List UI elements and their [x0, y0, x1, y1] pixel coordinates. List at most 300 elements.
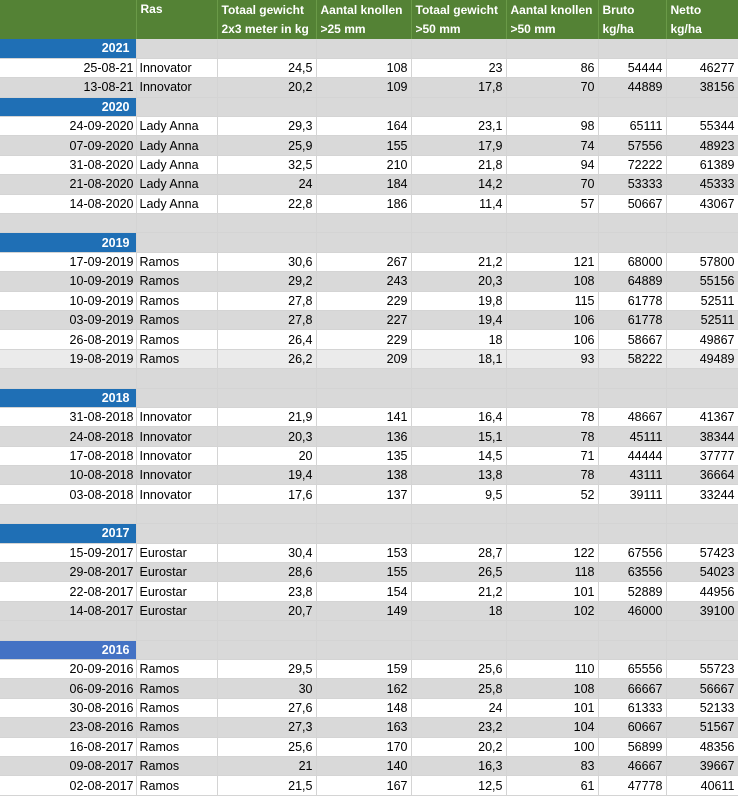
cell-date[interactable]: 26-08-2019 — [0, 330, 136, 349]
cell-date[interactable]: 25-08-21 — [0, 58, 136, 77]
cell-ras[interactable]: Lady Anna — [136, 136, 217, 155]
cell-total-weight[interactable]: 26,2 — [217, 349, 316, 368]
cell-count-50[interactable]: 106 — [506, 310, 598, 329]
cell-bruto[interactable]: 46667 — [598, 756, 666, 775]
cell-bruto[interactable]: 66667 — [598, 679, 666, 698]
cell-total-weight[interactable]: 29,2 — [217, 272, 316, 291]
cell-total-weight[interactable]: 17,6 — [217, 485, 316, 504]
cell-ras[interactable]: Ramos — [136, 679, 217, 698]
cell-total-weight[interactable]: 29,3 — [217, 117, 316, 136]
cell-total-weight[interactable]: 21,9 — [217, 407, 316, 426]
cell-total-weight[interactable]: 30,4 — [217, 543, 316, 562]
cell-total-weight[interactable]: 19,4 — [217, 466, 316, 485]
cell-netto[interactable]: 48356 — [666, 737, 738, 756]
empty-cell[interactable] — [506, 524, 598, 543]
cell-netto[interactable]: 48923 — [666, 136, 738, 155]
empty-cell[interactable] — [666, 233, 738, 252]
empty-cell[interactable] — [136, 640, 217, 659]
cell-bruto[interactable]: 50667 — [598, 194, 666, 213]
empty-cell[interactable] — [598, 640, 666, 659]
cell-weight-50[interactable]: 21,2 — [411, 582, 506, 601]
cell-netto[interactable]: 36664 — [666, 466, 738, 485]
cell-count-50[interactable]: 101 — [506, 582, 598, 601]
cell-ras[interactable]: Innovator — [136, 466, 217, 485]
empty-cell[interactable] — [506, 97, 598, 116]
cell-weight-50[interactable]: 11,4 — [411, 194, 506, 213]
empty-cell[interactable] — [411, 97, 506, 116]
cell-bruto[interactable]: 45111 — [598, 427, 666, 446]
cell-date[interactable]: 17-08-2018 — [0, 446, 136, 465]
cell-netto[interactable]: 43067 — [666, 194, 738, 213]
empty-cell[interactable] — [598, 97, 666, 116]
cell-weight-50[interactable]: 24 — [411, 698, 506, 717]
cell-netto[interactable]: 51567 — [666, 718, 738, 737]
cell-count-25[interactable]: 167 — [316, 776, 411, 795]
cell-ras[interactable]: Ramos — [136, 737, 217, 756]
empty-cell[interactable] — [411, 39, 506, 58]
cell-count-50[interactable]: 74 — [506, 136, 598, 155]
empty-cell[interactable] — [316, 97, 411, 116]
empty-cell[interactable] — [666, 388, 738, 407]
cell-count-25[interactable]: 136 — [316, 427, 411, 446]
cell-date[interactable]: 02-08-2017 — [0, 776, 136, 795]
cell-bruto[interactable]: 44444 — [598, 446, 666, 465]
cell-netto[interactable]: 55723 — [666, 660, 738, 679]
cell-weight-50[interactable]: 25,6 — [411, 660, 506, 679]
year-cell[interactable]: 2017 — [0, 524, 136, 543]
empty-cell[interactable] — [136, 504, 217, 523]
cell-weight-50[interactable]: 25,8 — [411, 679, 506, 698]
cell-ras[interactable]: Innovator — [136, 58, 217, 77]
cell-ras[interactable]: Lady Anna — [136, 155, 217, 174]
empty-cell[interactable] — [136, 388, 217, 407]
empty-cell[interactable] — [316, 504, 411, 523]
cell-date[interactable]: 24-08-2018 — [0, 427, 136, 446]
empty-cell[interactable] — [411, 388, 506, 407]
cell-netto[interactable]: 39100 — [666, 601, 738, 620]
cell-bruto[interactable]: 61333 — [598, 698, 666, 717]
empty-cell[interactable] — [598, 621, 666, 640]
cell-total-weight[interactable]: 21,5 — [217, 776, 316, 795]
empty-cell[interactable] — [506, 233, 598, 252]
cell-count-50[interactable]: 100 — [506, 737, 598, 756]
cell-netto[interactable]: 49867 — [666, 330, 738, 349]
cell-weight-50[interactable]: 17,8 — [411, 78, 506, 97]
empty-cell[interactable] — [217, 369, 316, 388]
cell-netto[interactable]: 38344 — [666, 427, 738, 446]
empty-cell[interactable] — [217, 388, 316, 407]
cell-weight-50[interactable]: 18 — [411, 601, 506, 620]
header-cell-date[interactable] — [0, 0, 136, 39]
cell-count-50[interactable]: 70 — [506, 78, 598, 97]
empty-cell[interactable] — [506, 640, 598, 659]
cell-ras[interactable]: Innovator — [136, 427, 217, 446]
cell-date[interactable]: 21-08-2020 — [0, 175, 136, 194]
empty-cell[interactable] — [506, 214, 598, 233]
cell-total-weight[interactable]: 28,6 — [217, 563, 316, 582]
cell-count-25[interactable]: 243 — [316, 272, 411, 291]
empty-cell[interactable] — [411, 214, 506, 233]
cell-date[interactable]: 10-08-2018 — [0, 466, 136, 485]
cell-count-25[interactable]: 135 — [316, 446, 411, 465]
cell-netto[interactable]: 55344 — [666, 117, 738, 136]
empty-cell[interactable] — [316, 621, 411, 640]
cell-date[interactable]: 06-09-2016 — [0, 679, 136, 698]
empty-cell[interactable] — [506, 369, 598, 388]
cell-netto[interactable]: 52133 — [666, 698, 738, 717]
empty-cell[interactable] — [666, 214, 738, 233]
empty-cell[interactable] — [506, 39, 598, 58]
cell-count-50[interactable]: 104 — [506, 718, 598, 737]
empty-cell[interactable] — [598, 369, 666, 388]
cell-count-25[interactable]: 209 — [316, 349, 411, 368]
cell-date[interactable]: 29-08-2017 — [0, 563, 136, 582]
cell-count-50[interactable]: 78 — [506, 466, 598, 485]
cell-count-50[interactable]: 106 — [506, 330, 598, 349]
cell-weight-50[interactable]: 21,8 — [411, 155, 506, 174]
cell-ras[interactable]: Ramos — [136, 660, 217, 679]
cell-total-weight[interactable]: 24,5 — [217, 58, 316, 77]
cell-count-50[interactable]: 61 — [506, 776, 598, 795]
cell-date[interactable]: 13-08-21 — [0, 78, 136, 97]
empty-cell[interactable] — [316, 214, 411, 233]
cell-bruto[interactable]: 61778 — [598, 310, 666, 329]
empty-cell[interactable] — [0, 621, 136, 640]
cell-netto[interactable]: 46277 — [666, 58, 738, 77]
cell-date[interactable]: 16-08-2017 — [0, 737, 136, 756]
cell-count-25[interactable]: 109 — [316, 78, 411, 97]
cell-date[interactable]: 14-08-2020 — [0, 194, 136, 213]
header-cell-count-25[interactable]: Aantal knollen >25 mm — [316, 0, 411, 39]
year-cell[interactable]: 2020 — [0, 97, 136, 116]
empty-cell[interactable] — [217, 233, 316, 252]
empty-cell[interactable] — [598, 504, 666, 523]
cell-count-50[interactable]: 78 — [506, 407, 598, 426]
cell-ras[interactable]: Eurostar — [136, 543, 217, 562]
cell-count-50[interactable]: 122 — [506, 543, 598, 562]
empty-cell[interactable] — [411, 524, 506, 543]
empty-cell[interactable] — [217, 214, 316, 233]
header-cell-ras[interactable]: Ras — [136, 0, 217, 39]
cell-count-50[interactable]: 110 — [506, 660, 598, 679]
cell-total-weight[interactable]: 27,8 — [217, 291, 316, 310]
cell-bruto[interactable]: 53333 — [598, 175, 666, 194]
cell-total-weight[interactable]: 26,4 — [217, 330, 316, 349]
cell-netto[interactable]: 37777 — [666, 446, 738, 465]
cell-ras[interactable]: Ramos — [136, 776, 217, 795]
cell-count-50[interactable]: 71 — [506, 446, 598, 465]
empty-cell[interactable] — [506, 504, 598, 523]
empty-cell[interactable] — [136, 524, 217, 543]
cell-bruto[interactable]: 54444 — [598, 58, 666, 77]
cell-netto[interactable]: 55156 — [666, 272, 738, 291]
cell-total-weight[interactable]: 20 — [217, 446, 316, 465]
cell-count-25[interactable]: 163 — [316, 718, 411, 737]
cell-total-weight[interactable]: 27,3 — [217, 718, 316, 737]
cell-netto[interactable]: 61389 — [666, 155, 738, 174]
cell-ras[interactable]: Ramos — [136, 310, 217, 329]
cell-count-25[interactable]: 159 — [316, 660, 411, 679]
cell-count-25[interactable]: 149 — [316, 601, 411, 620]
cell-total-weight[interactable]: 24 — [217, 175, 316, 194]
empty-cell[interactable] — [411, 640, 506, 659]
cell-netto[interactable]: 39667 — [666, 756, 738, 775]
cell-date[interactable]: 15-09-2017 — [0, 543, 136, 562]
cell-netto[interactable]: 41367 — [666, 407, 738, 426]
cell-netto[interactable]: 56667 — [666, 679, 738, 698]
cell-date[interactable]: 22-08-2017 — [0, 582, 136, 601]
cell-total-weight[interactable]: 25,9 — [217, 136, 316, 155]
year-cell[interactable]: 2019 — [0, 233, 136, 252]
cell-bruto[interactable]: 46000 — [598, 601, 666, 620]
cell-count-50[interactable]: 121 — [506, 252, 598, 271]
cell-bruto[interactable]: 63556 — [598, 563, 666, 582]
empty-cell[interactable] — [598, 233, 666, 252]
empty-cell[interactable] — [411, 369, 506, 388]
cell-count-50[interactable]: 108 — [506, 679, 598, 698]
cell-ras[interactable]: Lady Anna — [136, 194, 217, 213]
cell-weight-50[interactable]: 28,7 — [411, 543, 506, 562]
empty-cell[interactable] — [217, 97, 316, 116]
empty-cell[interactable] — [316, 524, 411, 543]
cell-weight-50[interactable]: 18 — [411, 330, 506, 349]
cell-count-25[interactable]: 186 — [316, 194, 411, 213]
empty-cell[interactable] — [316, 369, 411, 388]
cell-weight-50[interactable]: 21,2 — [411, 252, 506, 271]
year-cell[interactable]: 2018 — [0, 388, 136, 407]
cell-weight-50[interactable]: 14,2 — [411, 175, 506, 194]
cell-bruto[interactable]: 43111 — [598, 466, 666, 485]
cell-weight-50[interactable]: 26,5 — [411, 563, 506, 582]
cell-date[interactable]: 14-08-2017 — [0, 601, 136, 620]
empty-cell[interactable] — [666, 39, 738, 58]
header-cell-total-weight[interactable]: Totaal gewicht 2x3 meter in kg — [217, 0, 316, 39]
cell-count-50[interactable]: 102 — [506, 601, 598, 620]
cell-count-25[interactable]: 229 — [316, 330, 411, 349]
cell-weight-50[interactable]: 12,5 — [411, 776, 506, 795]
cell-ras[interactable]: Eurostar — [136, 601, 217, 620]
cell-ras[interactable]: Ramos — [136, 349, 217, 368]
cell-count-25[interactable]: 184 — [316, 175, 411, 194]
cell-total-weight[interactable]: 30 — [217, 679, 316, 698]
cell-netto[interactable]: 57800 — [666, 252, 738, 271]
cell-date[interactable]: 07-09-2020 — [0, 136, 136, 155]
cell-count-25[interactable]: 164 — [316, 117, 411, 136]
empty-cell[interactable] — [506, 621, 598, 640]
cell-bruto[interactable]: 56899 — [598, 737, 666, 756]
header-cell-bruto[interactable]: Bruto kg/ha — [598, 0, 666, 39]
cell-count-50[interactable]: 94 — [506, 155, 598, 174]
cell-netto[interactable]: 33244 — [666, 485, 738, 504]
cell-date[interactable]: 10-09-2019 — [0, 272, 136, 291]
cell-weight-50[interactable]: 23,1 — [411, 117, 506, 136]
cell-bruto[interactable]: 48667 — [598, 407, 666, 426]
empty-cell[interactable] — [136, 214, 217, 233]
cell-ras[interactable]: Ramos — [136, 272, 217, 291]
empty-cell[interactable] — [136, 39, 217, 58]
empty-cell[interactable] — [598, 524, 666, 543]
cell-date[interactable]: 31-08-2018 — [0, 407, 136, 426]
empty-cell[interactable] — [666, 640, 738, 659]
cell-weight-50[interactable]: 23,2 — [411, 718, 506, 737]
cell-count-50[interactable]: 78 — [506, 427, 598, 446]
cell-date[interactable]: 19-08-2019 — [0, 349, 136, 368]
header-cell-count-50[interactable]: Aantal knollen >50 mm — [506, 0, 598, 39]
empty-cell[interactable] — [666, 97, 738, 116]
cell-netto[interactable]: 52511 — [666, 291, 738, 310]
cell-date[interactable]: 23-08-2016 — [0, 718, 136, 737]
year-cell[interactable]: 2021 — [0, 39, 136, 58]
cell-weight-50[interactable]: 19,4 — [411, 310, 506, 329]
cell-count-50[interactable]: 118 — [506, 563, 598, 582]
empty-cell[interactable] — [506, 388, 598, 407]
empty-cell[interactable] — [411, 504, 506, 523]
cell-count-50[interactable]: 115 — [506, 291, 598, 310]
empty-cell[interactable] — [316, 39, 411, 58]
cell-bruto[interactable]: 47778 — [598, 776, 666, 795]
cell-ras[interactable]: Ramos — [136, 252, 217, 271]
cell-count-25[interactable]: 140 — [316, 756, 411, 775]
cell-count-25[interactable]: 227 — [316, 310, 411, 329]
cell-ras[interactable]: Eurostar — [136, 563, 217, 582]
cell-netto[interactable]: 57423 — [666, 543, 738, 562]
cell-bruto[interactable]: 58667 — [598, 330, 666, 349]
empty-cell[interactable] — [217, 621, 316, 640]
cell-date[interactable]: 03-09-2019 — [0, 310, 136, 329]
cell-netto[interactable]: 54023 — [666, 563, 738, 582]
cell-total-weight[interactable]: 20,7 — [217, 601, 316, 620]
empty-cell[interactable] — [666, 369, 738, 388]
cell-weight-50[interactable]: 14,5 — [411, 446, 506, 465]
cell-count-25[interactable]: 155 — [316, 136, 411, 155]
cell-ras[interactable]: Lady Anna — [136, 175, 217, 194]
empty-cell[interactable] — [217, 39, 316, 58]
cell-count-50[interactable]: 101 — [506, 698, 598, 717]
cell-total-weight[interactable]: 27,8 — [217, 310, 316, 329]
empty-cell[interactable] — [136, 369, 217, 388]
empty-cell[interactable] — [316, 388, 411, 407]
empty-cell[interactable] — [136, 233, 217, 252]
cell-count-50[interactable]: 70 — [506, 175, 598, 194]
cell-total-weight[interactable]: 20,3 — [217, 427, 316, 446]
cell-bruto[interactable]: 57556 — [598, 136, 666, 155]
cell-count-50[interactable]: 52 — [506, 485, 598, 504]
cell-count-50[interactable]: 93 — [506, 349, 598, 368]
cell-count-25[interactable]: 138 — [316, 466, 411, 485]
empty-cell[interactable] — [666, 524, 738, 543]
cell-count-25[interactable]: 170 — [316, 737, 411, 756]
empty-cell[interactable] — [136, 621, 217, 640]
empty-cell[interactable] — [217, 640, 316, 659]
empty-cell[interactable] — [411, 233, 506, 252]
empty-cell[interactable] — [666, 504, 738, 523]
cell-ras[interactable]: Eurostar — [136, 582, 217, 601]
cell-bruto[interactable]: 65556 — [598, 660, 666, 679]
cell-count-25[interactable]: 229 — [316, 291, 411, 310]
cell-ras[interactable]: Lady Anna — [136, 117, 217, 136]
cell-ras[interactable]: Ramos — [136, 330, 217, 349]
cell-count-25[interactable]: 108 — [316, 58, 411, 77]
cell-count-50[interactable]: 57 — [506, 194, 598, 213]
cell-bruto[interactable]: 67556 — [598, 543, 666, 562]
cell-bruto[interactable]: 58222 — [598, 349, 666, 368]
cell-weight-50[interactable]: 9,5 — [411, 485, 506, 504]
cell-bruto[interactable]: 65111 — [598, 117, 666, 136]
cell-bruto[interactable]: 60667 — [598, 718, 666, 737]
cell-weight-50[interactable]: 15,1 — [411, 427, 506, 446]
empty-cell[interactable] — [0, 214, 136, 233]
cell-bruto[interactable]: 64889 — [598, 272, 666, 291]
cell-weight-50[interactable]: 20,3 — [411, 272, 506, 291]
cell-date[interactable]: 17-09-2019 — [0, 252, 136, 271]
cell-count-25[interactable]: 153 — [316, 543, 411, 562]
cell-netto[interactable]: 40611 — [666, 776, 738, 795]
empty-cell[interactable] — [136, 97, 217, 116]
cell-ras[interactable]: Innovator — [136, 78, 217, 97]
empty-cell[interactable] — [316, 233, 411, 252]
header-cell-weight-50[interactable]: Totaal gewicht >50 mm — [411, 0, 506, 39]
cell-bruto[interactable]: 61778 — [598, 291, 666, 310]
cell-count-25[interactable]: 148 — [316, 698, 411, 717]
empty-cell[interactable] — [217, 504, 316, 523]
cell-total-weight[interactable]: 22,8 — [217, 194, 316, 213]
year-cell[interactable]: 2016 — [0, 640, 136, 659]
cell-count-25[interactable]: 141 — [316, 407, 411, 426]
empty-cell[interactable] — [0, 504, 136, 523]
empty-cell[interactable] — [598, 39, 666, 58]
cell-weight-50[interactable]: 18,1 — [411, 349, 506, 368]
cell-total-weight[interactable]: 30,6 — [217, 252, 316, 271]
cell-count-25[interactable]: 162 — [316, 679, 411, 698]
cell-date[interactable]: 03-08-2018 — [0, 485, 136, 504]
cell-total-weight[interactable]: 32,5 — [217, 155, 316, 174]
empty-cell[interactable] — [0, 369, 136, 388]
cell-count-50[interactable]: 98 — [506, 117, 598, 136]
cell-count-25[interactable]: 155 — [316, 563, 411, 582]
empty-cell[interactable] — [316, 640, 411, 659]
cell-weight-50[interactable]: 13,8 — [411, 466, 506, 485]
cell-ras[interactable]: Ramos — [136, 756, 217, 775]
cell-count-25[interactable]: 137 — [316, 485, 411, 504]
cell-total-weight[interactable]: 29,5 — [217, 660, 316, 679]
cell-ras[interactable]: Innovator — [136, 485, 217, 504]
cell-ras[interactable]: Innovator — [136, 407, 217, 426]
cell-count-25[interactable]: 210 — [316, 155, 411, 174]
cell-bruto[interactable]: 52889 — [598, 582, 666, 601]
cell-date[interactable]: 10-09-2019 — [0, 291, 136, 310]
cell-total-weight[interactable]: 21 — [217, 756, 316, 775]
cell-total-weight[interactable]: 23,8 — [217, 582, 316, 601]
cell-ras[interactable]: Innovator — [136, 446, 217, 465]
cell-count-25[interactable]: 267 — [316, 252, 411, 271]
cell-weight-50[interactable]: 19,8 — [411, 291, 506, 310]
cell-ras[interactable]: Ramos — [136, 698, 217, 717]
header-cell-netto[interactable]: Netto kg/ha — [666, 0, 738, 39]
cell-weight-50[interactable]: 16,3 — [411, 756, 506, 775]
empty-cell[interactable] — [598, 214, 666, 233]
cell-netto[interactable]: 45333 — [666, 175, 738, 194]
cell-weight-50[interactable]: 17,9 — [411, 136, 506, 155]
cell-count-25[interactable]: 154 — [316, 582, 411, 601]
cell-weight-50[interactable]: 20,2 — [411, 737, 506, 756]
cell-bruto[interactable]: 68000 — [598, 252, 666, 271]
cell-date[interactable]: 20-09-2016 — [0, 660, 136, 679]
cell-netto[interactable]: 44956 — [666, 582, 738, 601]
cell-total-weight[interactable]: 25,6 — [217, 737, 316, 756]
cell-date[interactable]: 30-08-2016 — [0, 698, 136, 717]
cell-count-50[interactable]: 108 — [506, 272, 598, 291]
cell-bruto[interactable]: 44889 — [598, 78, 666, 97]
